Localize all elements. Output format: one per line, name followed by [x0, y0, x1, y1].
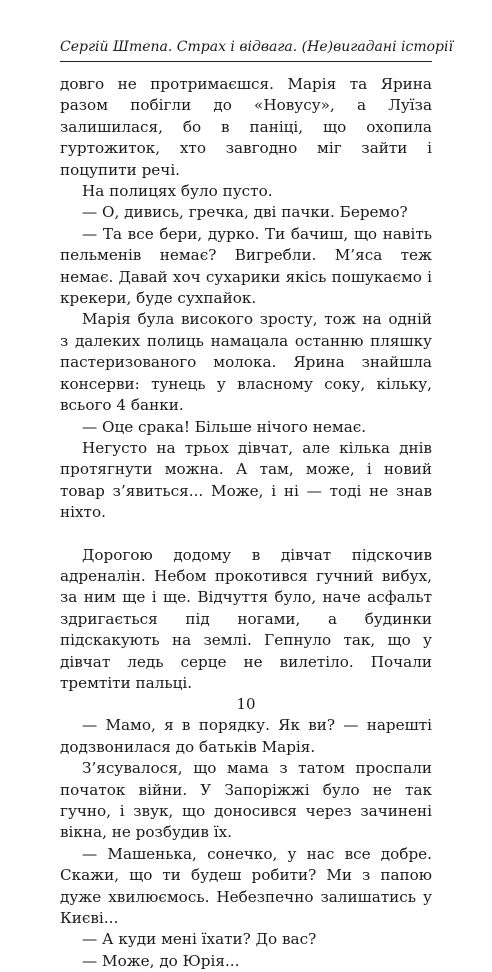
paragraph: Дорогою додому в дівчат підскочив адреналін. Небом прокотився гучний вибух, за ним ще і ще. Відчуття було, наче асфальт здригається під ногами, а будинки підскакують на землі. Гепнуло так, що у дівчат ледь серце не вилетіло. Почали тремтіти пальці.: [60, 545, 432, 692]
paragraph: довго не протримаєшся. Марія та Ярина разом побігли до «Новусу», а Луїза залишилася, бо в паніці, що охопила гуртожиток, хто завгодно міг зайти і поцупити речі.: [60, 75, 432, 179]
dialogue-line: — Мамо, я в порядку. Як ви? — нарешті додзвонилася до батьків Марія.: [60, 716, 432, 756]
dialogue-line: — О, дивись, гречка, дві пачки. Беремо?: [82, 203, 408, 222]
header-rule: [60, 61, 432, 62]
paragraph: Марія була високого зросту, тож на одній з далеких полиць намацала останню пляшку пастеризованого молока. Ярина знайшла консерви: тунець у власному соку, кільку, всього 4 банки.: [60, 310, 432, 415]
dialogue-line: — Оце срака! Більше нічого немає.: [82, 417, 367, 436]
page-body: [60, 74, 432, 972]
paragraph: Негусто на трьох дівчат, але кілька днів протягнути можна. А там, може, і новий товар з’явиться... Може, і ні — тоді не знав ніхто.: [60, 438, 432, 522]
dialogue-line: — Та все бери, дурко. Ти бачиш, що навіть пельменів немає? Вигребли. М’яса теж немає. Давай хоч сухарики якісь пошукаємо і крекери, буде сухпайок.: [60, 224, 432, 308]
dialogue-line: — Може, до Юрія...: [82, 951, 240, 970]
dialogue-line: — Машенька, сонечко, у нас все добре. Скажи, що ти будеш робити? Ми з папою дуже хвилюємось. Небезпечно залишатись у Києві...: [60, 844, 432, 928]
page-number: 10: [236, 695, 256, 713]
dialogue-line: — А куди мені їхати? До вас?: [82, 930, 317, 949]
paragraph: З’ясувалося, що мама з татом проспали початок війни. У Запоріжжі було не так гучно, і звук, що доносився через зачинені вікна, не розбудив їх.: [60, 759, 432, 842]
paragraph: На полицях було пусто.: [82, 182, 273, 201]
section-break: [60, 524, 432, 545]
running-head: Сергій Штепа. Страх і відвага. (Не)вигадані історії: [60, 39, 453, 55]
